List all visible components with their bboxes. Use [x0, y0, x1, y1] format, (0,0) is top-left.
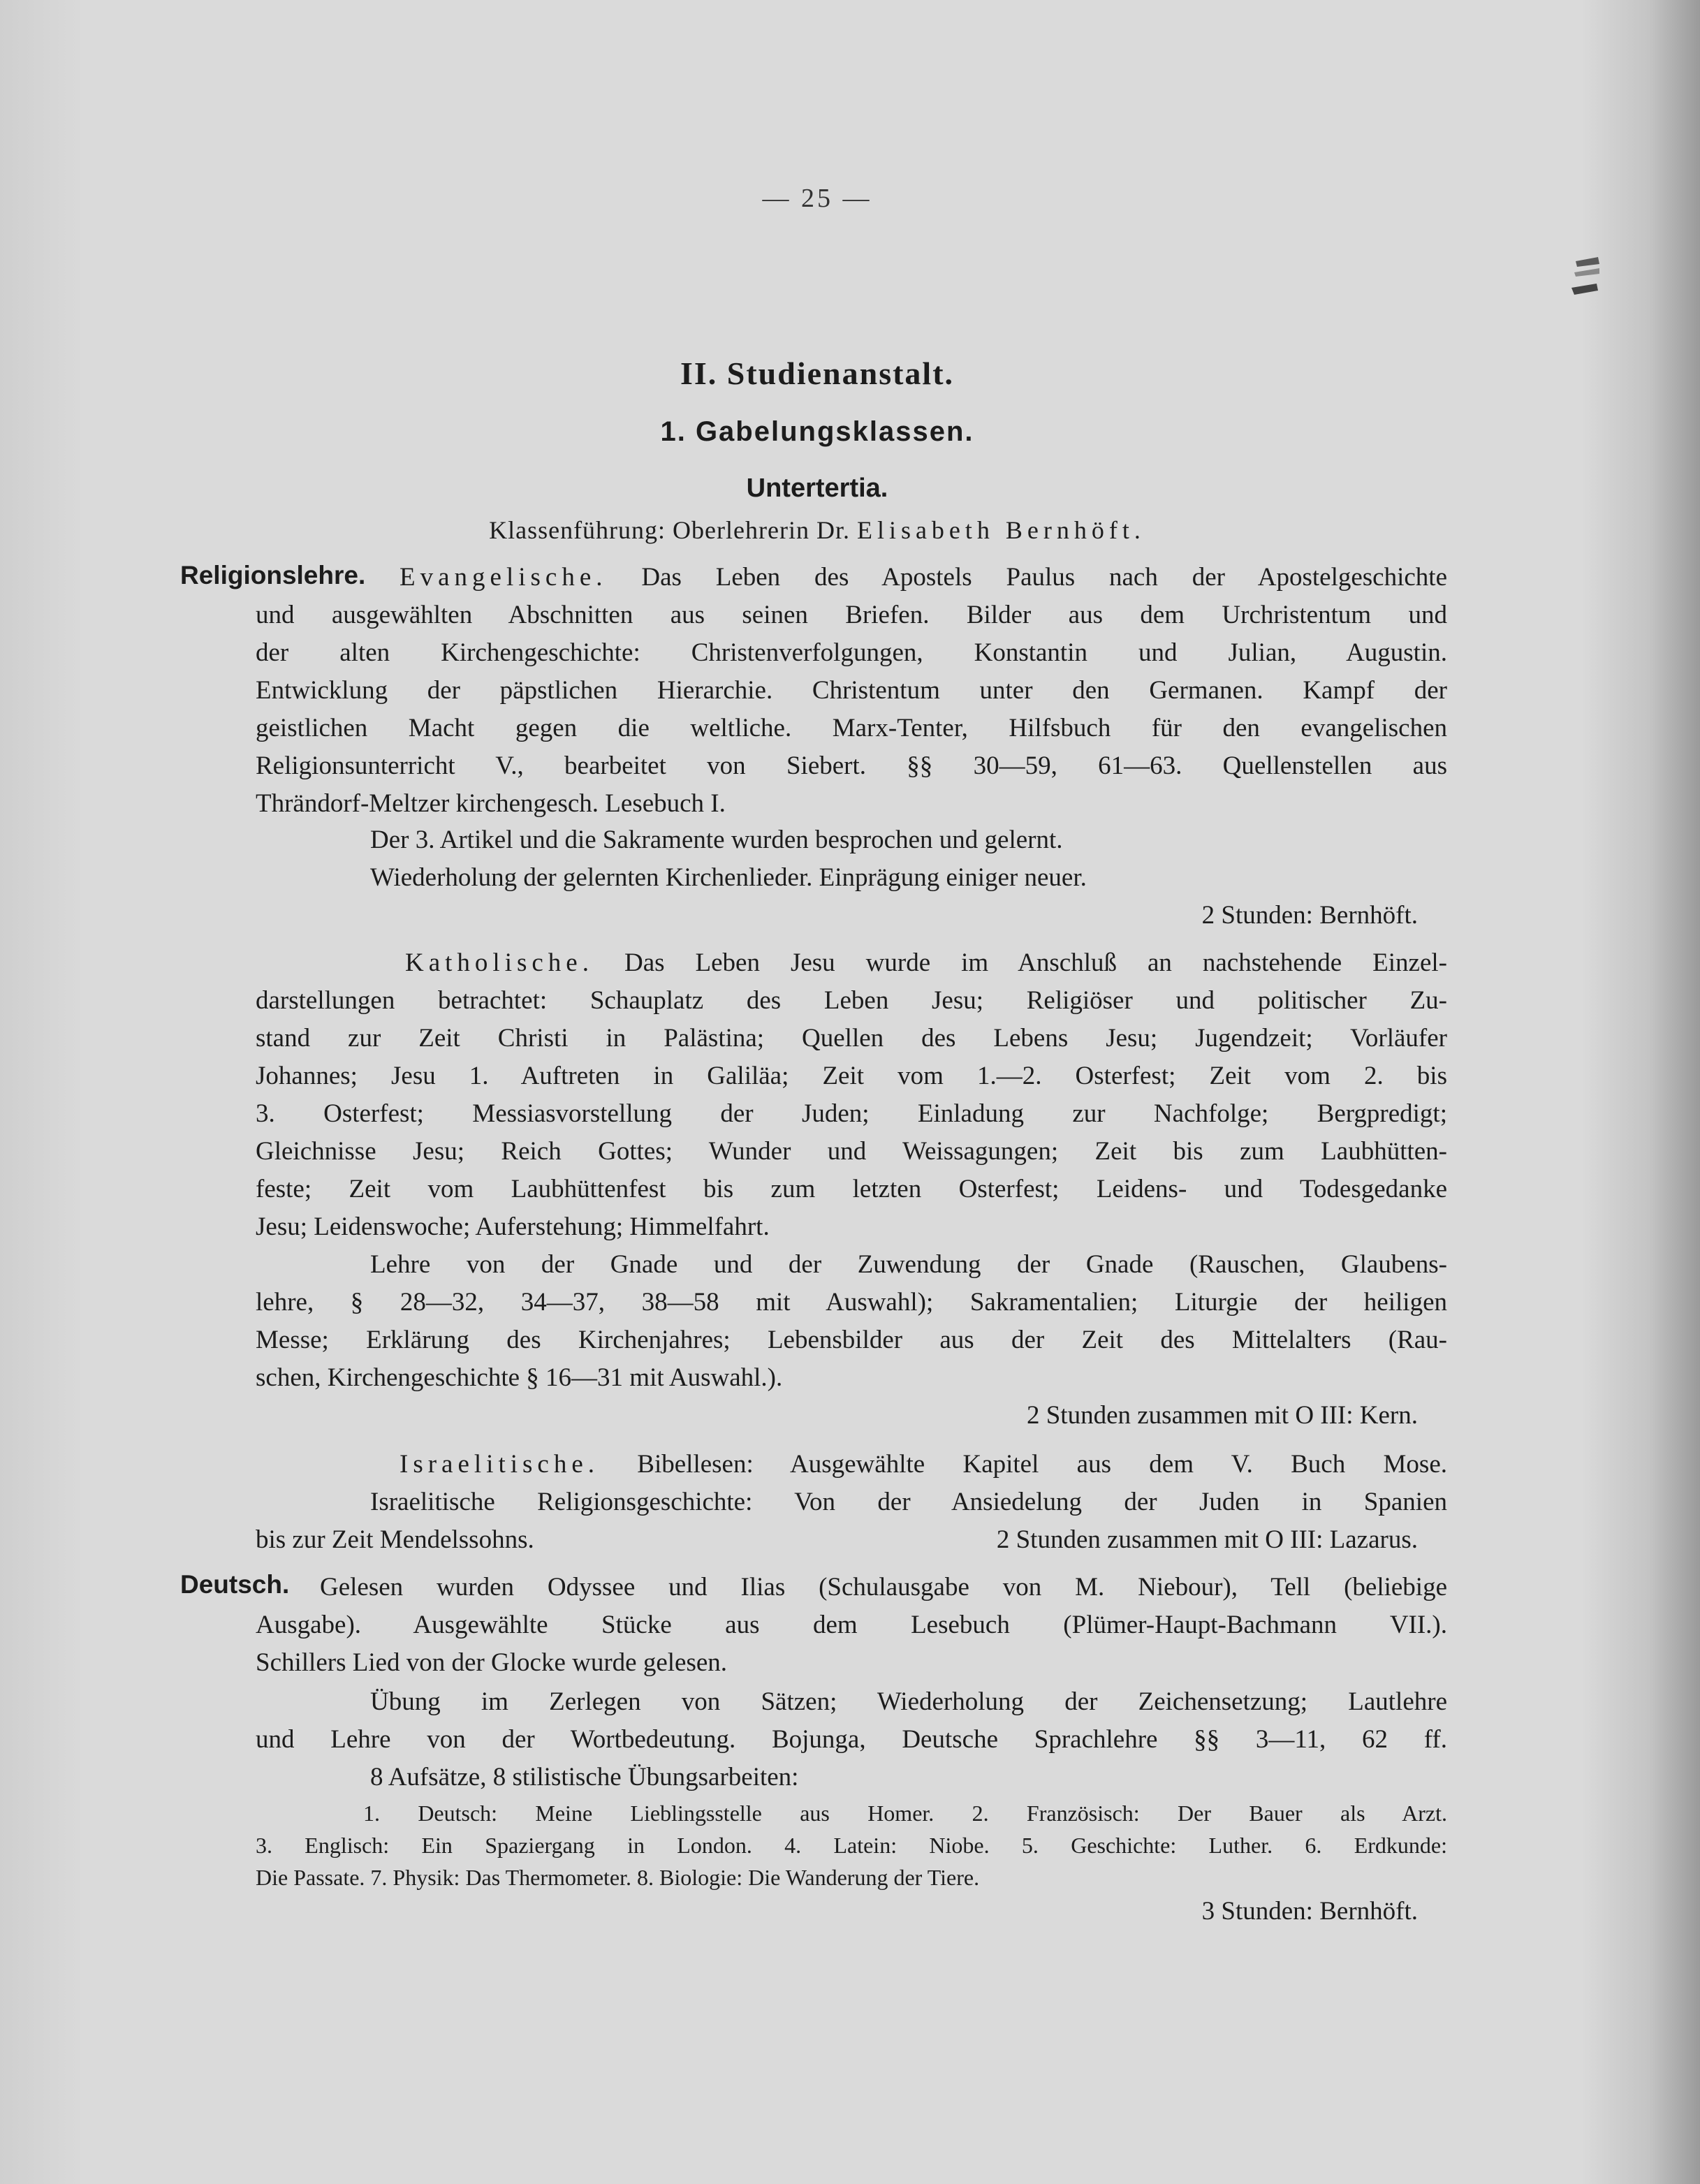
page-number: — 25 —	[762, 184, 872, 213]
class-leader-name: Elisabeth Bernhöft.	[856, 516, 1145, 544]
evangelisch-label: Evangelische.	[400, 563, 608, 592]
katholisch-label: Katholische.	[405, 948, 594, 977]
essay-line: 1. Deutsch: Meine Lieblingsstelle aus Homer. 2. Französisch: Der Bauer als Arzt.	[363, 1801, 1447, 1826]
hours-line: 2 Stunden zusammen mit O III: Kern.	[1026, 1401, 1418, 1430]
text-line: feste; Zeit vom Laubhüttenfest bis zum letzten Osterfest; Leidens- und Todesgedanke	[256, 1175, 1447, 1203]
text-line: und ausgewählten Abschnitten aus seinen Briefen. Bilder aus dem Urchristentum und	[256, 601, 1447, 629]
text-line: Johannes; Jesu 1. Auftreten in Galiläa; Zeit vom 1.—2. Osterfest; Zeit vom 2. bis	[256, 1062, 1447, 1090]
hours-line: 2 Stunden zusammen mit O III: Lazarus.	[996, 1525, 1418, 1554]
text-line: Jesu; Leidenswoche; Auferstehung; Himmelfahrt.	[256, 1212, 770, 1241]
text-line: Wiederholung der gelernten Kirchenlieder. Einprägung einiger neuer.	[370, 863, 1087, 892]
subject-deutsch: Deutsch.	[180, 1570, 290, 1599]
text-line: Ausgabe). Ausgewählte Stücke aus dem Lesebuch (Plümer-Haupt-Bachmann VII.).	[256, 1611, 1447, 1639]
text-line: der alten Kirchengeschichte: Christenverfolgungen, Konstantin und Julian, Augustin.	[256, 638, 1447, 667]
text-line: Schillers Lied von der Glocke wurde gelesen.	[256, 1648, 728, 1677]
class-leader	[0, 515, 1634, 545]
text-line: Gelesen wurden Odyssee und Ilias (Schulausgabe von M. Niebour), Tell (beliebige	[320, 1573, 1447, 1602]
text-line: Entwicklung der päpstlichen Hierarchie. Christentum unter den Germanen. Kampf der	[256, 676, 1447, 705]
hours-line: 2 Stunden: Bernhöft.	[1201, 901, 1418, 930]
text-line: und Lehre von der Wortbedeutung. Bojunga, Deutsche Sprachlehre §§ 3—11, 62 ff.	[256, 1725, 1447, 1754]
essay-line: 3. Englisch: Ein Spaziergang in London. 4. Latein: Niobe. 5. Geschichte: Luther. 6. Erdkunde:	[256, 1833, 1447, 1858]
text-line: Messe; Erklärung des Kirchenjahres; Lebensbilder aus der Zeit des Mittelalters (Rau-	[256, 1326, 1447, 1354]
text-line: Gleichnisse Jesu; Reich Gottes; Wunder und Weissagungen; Zeit bis zum Laubhütten-	[256, 1137, 1447, 1166]
text-line: bis zur Zeit Mendelssohns.	[256, 1525, 534, 1554]
class-title: Untertertia.	[746, 474, 888, 503]
text-line: Übung im Zerlegen von Sätzen; Wiederholung der Zeichensetzung; Lautlehre	[370, 1687, 1447, 1716]
israel-label: Israelitische.	[400, 1450, 599, 1479]
hours-line: 3 Stunden: Bernhöft.	[1201, 1897, 1418, 1926]
text-line: Israelitische Religionsgeschichte: Von der Ansiedelung der Juden in Spanien	[370, 1488, 1447, 1516]
subject-religion: Religionslehre.	[180, 561, 366, 589]
text-line: Evangelische. Das Leben des Apostels Paulus nach der Apostelgeschichte	[400, 563, 1447, 592]
text-line: Lehre von der Gnade und der Zuwendung der Gnade (Rauschen, Glaubens-	[370, 1250, 1447, 1279]
text-line: 8 Aufsätze, 8 stilistische Übungsarbeiten:	[370, 1763, 799, 1791]
text-line: Israelitische. Bibellesen: Ausgewählte Kapitel aus dem V. Buch Mose.	[400, 1450, 1447, 1479]
text-line: stand zur Zeit Christi in Palästina; Quellen des Lebens Jesu; Jugendzeit; Vorläufer	[256, 1024, 1447, 1053]
text-line: schen, Kirchengeschichte § 16—31 mit Auswahl.).	[256, 1363, 783, 1392]
text-line: Thrändorf-Meltzer kirchengesch. Lesebuch I.	[256, 789, 726, 818]
text-line: darstellungen betrachtet: Schauplatz des Leben Jesu; Religiöser und politischer Zu-	[256, 986, 1447, 1015]
subsection-title: 1. Gabelungsklassen.	[660, 416, 974, 447]
text-line: Religionsunterricht V., bearbeitet von Siebert. §§ 30—59, 61—63. Quellenstellen aus	[256, 752, 1447, 780]
text-line: lehre, § 28—32, 34—37, 38—58 mit Auswahl); Sakramentalien; Liturgie der heiligen	[256, 1288, 1447, 1317]
text-line: Der 3. Artikel und die Sakramente wurden besprochen und gelernt.	[370, 826, 1063, 854]
class-leader-label: Klassenführung: Oberlehrerin Dr.	[489, 516, 850, 544]
page-edge-mark	[1571, 257, 1602, 298]
text-line: 3. Osterfest; Messiasvorstellung der Juden; Einladung zur Nachfolge; Bergpredigt;	[256, 1099, 1447, 1128]
text-line: Katholische. Das Leben Jesu wurde im Anschluß an nachstehende Einzel-	[405, 948, 1447, 977]
text-line: geistlichen Macht gegen die weltliche. Marx-Tenter, Hilfsbuch für den evangelischen	[256, 714, 1447, 742]
essay-line: Die Passate. 7. Physik: Das Thermometer. 8. Biologie: Die Wanderung der Tiere.	[256, 1865, 980, 1890]
section-title: II. Studienanstalt.	[680, 356, 955, 391]
